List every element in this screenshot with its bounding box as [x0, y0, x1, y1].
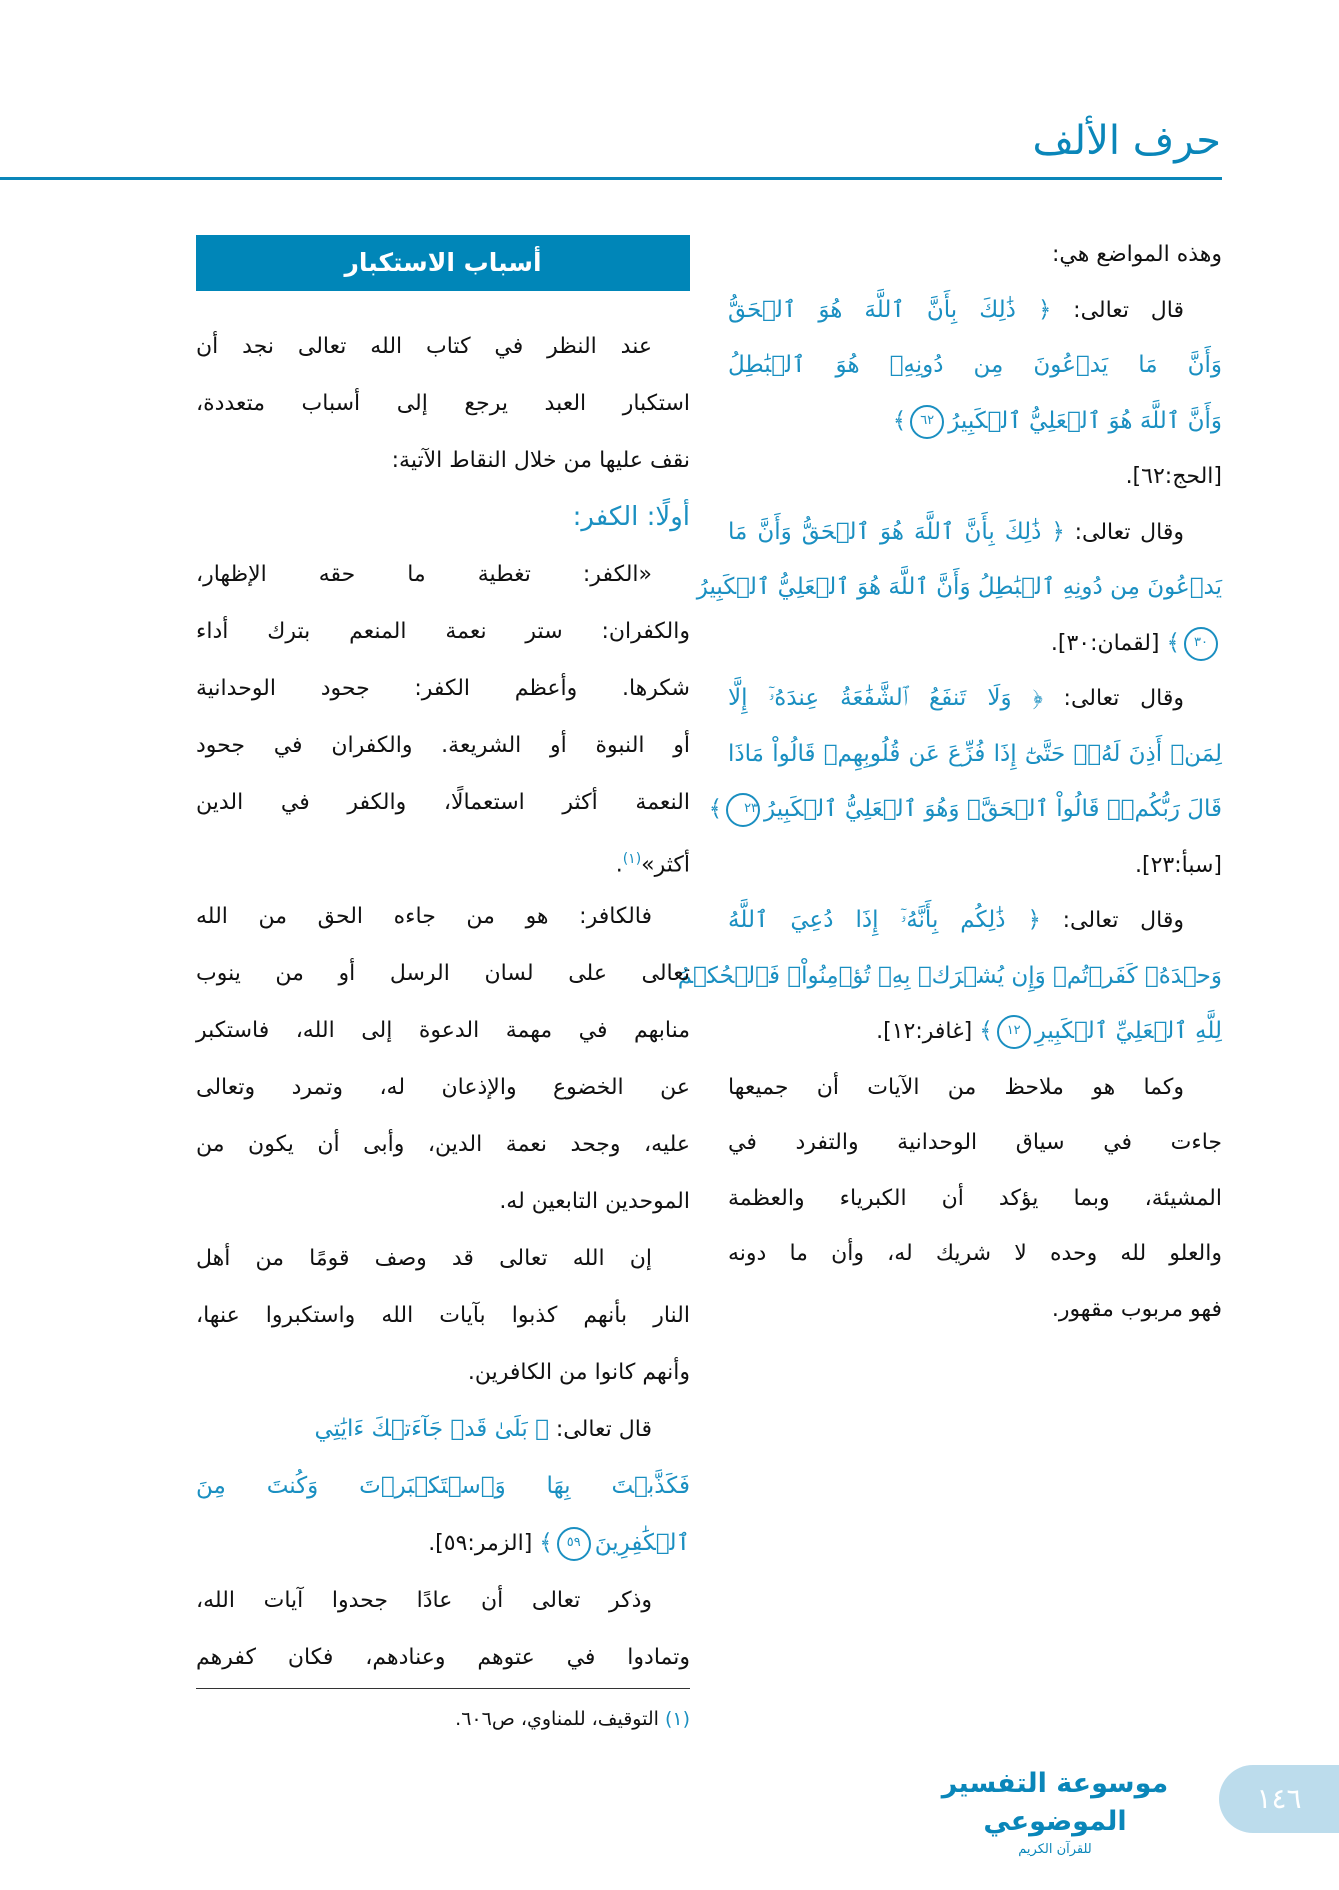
text-line	[196, 603, 690, 660]
text-line	[196, 888, 690, 945]
footnote-divider	[196, 1688, 690, 1689]
line-text: المشيئة، وبما يؤكد أن الكبرياء والعظمة	[728, 1185, 1222, 1211]
quran-verse-line	[728, 1004, 1222, 1060]
text-line	[728, 449, 1222, 505]
subheading-text: أولًا: الكفر:	[572, 502, 690, 532]
line-text: النار بأنهم كذبوا بآيات الله واستكبروا عنها،	[196, 1303, 690, 1328]
text-line	[196, 1629, 690, 1686]
line-text: والعلو لله وحده لا شريك له، وأن ما دونه	[728, 1241, 1222, 1266]
text-line	[196, 660, 690, 717]
text-line	[728, 227, 1222, 283]
text-line	[196, 717, 690, 774]
text-line	[196, 1173, 690, 1230]
logo-subtitle: للقرآن الكريم	[1018, 1842, 1092, 1857]
quran-verse-line	[708, 782, 1222, 838]
line-text: قال تعالى:	[1051, 297, 1184, 323]
quran-text: يَدۡعُونَ مِن دُونِهِ ٱلۡبَٰطِلُ وَأَنَّ ٱللَّهَ هُوَ ٱلۡعَلِيُّ ٱلۡكَبِيرُ	[696, 574, 1222, 600]
line-text: تعالى على لسان الرسل أو من ينوب	[196, 961, 690, 986]
chapter-title: حرف الألف	[1032, 118, 1221, 164]
quran-verse-line	[728, 505, 1222, 561]
line-text: عليه، وجحد نعمة الدين، وأبى أن يكون من	[196, 1132, 690, 1157]
quran-verse-line	[677, 949, 1222, 1005]
verse-reference: [الزمر:٥٩].	[428, 1531, 540, 1556]
line-text: استكبار العبد يرجع إلى أسباب متعددة،	[196, 391, 690, 416]
line-text: وقال تعالى:	[1042, 686, 1184, 711]
line-text: وهذه المواضع هي:	[1051, 242, 1222, 267]
text-line	[196, 318, 690, 375]
header-divider	[0, 177, 1222, 180]
closing-bracket: ﴾	[1166, 629, 1180, 656]
right-column	[677, 227, 1222, 1337]
quran-text: ﴿ ذَٰلِكَ بِأَنَّ ٱللَّهَ هُوَ ٱلۡحَقُّ	[728, 296, 1052, 323]
footnote-ref: (١)	[622, 851, 642, 867]
subheading	[196, 489, 690, 546]
line-text: الموحدين التابعين له.	[499, 1189, 690, 1214]
line-text: أكثر»	[641, 852, 690, 878]
footnote-number: (١)	[664, 1708, 690, 1730]
quran-text: ﴿ بَلَىٰ قَدۡ جَآءَتۡكَ ءَايَٰتِي	[314, 1416, 549, 1442]
footnote	[455, 1708, 690, 1730]
text-line	[196, 1344, 690, 1401]
left-column	[196, 318, 690, 1686]
quran-text: ﴿ ذَٰلِكَ بِأَنَّ ٱللَّهَ هُوَ ٱلۡحَقُّ وَأَنَّ مَا	[728, 518, 1065, 545]
quran-verse-line	[728, 338, 1222, 394]
quran-verse-line	[728, 394, 1222, 450]
line-text: فالكافر: هو من جاءه الحق من الله	[196, 904, 652, 929]
line-text: [سبأ:٢٣].	[1135, 852, 1222, 878]
quran-verse-line	[728, 727, 1222, 783]
text-line	[728, 838, 1222, 894]
text-line	[196, 1572, 690, 1629]
line-text: جاءت في سياق الوحدانية والتفرد في	[728, 1130, 1222, 1155]
text-line	[196, 774, 690, 831]
text-line	[196, 1230, 690, 1287]
line-text: عن الخضوع والإذعان له، وتمرد وتعالى	[196, 1075, 690, 1100]
closing-bracket: ﴾	[539, 1530, 553, 1556]
quran-text: وَأَنَّ مَا يَدۡعُونَ مِن دُونِهِۦ هُوَ ٱلۡبَٰطِلُ	[728, 352, 1222, 378]
line-text: أو النبوة أو الشريعة. والكفران في جحود	[196, 733, 690, 758]
line-text: وأنهم كانوا من الكافرين.	[467, 1360, 690, 1385]
quran-text: ﴿ ذَٰلِكُم بِأَنَّهُۥٓ إِذَا دُعِيَ ٱللَّهُ	[728, 907, 1041, 933]
page-number: ١٤٦	[1219, 1765, 1339, 1833]
quran-text: فَكَذَّبۡتَ بِهَا وَٱسۡتَكۡبَرۡتَ وَكُنتَ مِنَ	[196, 1473, 690, 1499]
line-text: إن الله تعالى قد وصف قومًا من أهل	[196, 1246, 652, 1271]
section-heading: أسباب الاستكبار	[196, 235, 690, 291]
text-line	[196, 831, 690, 888]
closing-bracket: ﴾	[892, 407, 907, 434]
line-text: «الكفر: تغطية ما حقه الإظهار،	[196, 562, 652, 587]
quran-verse-line	[196, 1458, 690, 1515]
quran-verse-line	[728, 283, 1222, 339]
quran-text: لِلَّهِ ٱلۡعَلِيِّ ٱلۡكَبِيرِ	[1034, 1018, 1222, 1044]
text-line	[196, 1116, 690, 1173]
line-text: فهو مربوب مقهور.	[1051, 1296, 1222, 1322]
quran-verse-line	[196, 1515, 690, 1572]
text-line	[196, 432, 690, 489]
text-line	[728, 1115, 1222, 1171]
text-line	[728, 1226, 1222, 1282]
quran-text: وَحۡدَهُۥ كَفَرۡتُمۡ وَإِن يُشۡرَكۡ بِهِۦ تُؤۡمِنُواْۚ فَٱلۡحُكۡمُ	[677, 962, 1222, 989]
line-text: شكرها. وأعظم الكفر: جحود الوحدانية	[196, 676, 690, 701]
text-line	[728, 1171, 1222, 1227]
text-line	[196, 945, 690, 1002]
ayah-number-marker: ٢٣	[726, 793, 760, 827]
quran-text: لِمَنۡ أَذِنَ لَهُۥۚ حَتَّىٰٓ إِذَا فُزِّعَ عَن قُلُوبِهِمۡ قَالُواْ مَاذَا	[728, 740, 1222, 767]
quran-verse-line	[728, 616, 1222, 672]
quran-text: ﴿ وَلَا تَنفَعُ ٱلشَّفَٰعَةُ عِندَهُۥٓ إِلَّا	[728, 685, 1043, 711]
ayah-number-marker: ٥٩	[557, 1527, 591, 1561]
line-text: وتمادوا في عتوهم وعنادهم، فكان كفرهم	[196, 1645, 690, 1670]
ayah-number-marker: ٣٠	[1184, 627, 1218, 661]
quran-verse-line	[696, 560, 1222, 616]
line-text: [الحج:٦٢].	[1125, 464, 1222, 489]
line-text: قال تعالى:	[548, 1417, 652, 1442]
line-text: وقال تعالى:	[1041, 908, 1184, 933]
text-line	[196, 1002, 690, 1059]
ayah-number-marker: ١٢	[997, 1015, 1031, 1049]
line-text: نقف عليها من خلال النقاط الآتية:	[391, 448, 690, 473]
verse-reference: [غافر:١٢].	[876, 1019, 980, 1044]
line-text: وكما هو ملاحظ من الآيات أن جميعها	[728, 1074, 1184, 1100]
text-line	[196, 1287, 690, 1344]
line-text: منابهم في مهمة الدعوة إلى الله، فاستكبر	[196, 1018, 690, 1043]
ayah-number-marker: ٦٢	[910, 405, 944, 439]
line-text: عند النظر في كتاب الله تعالى نجد أن	[196, 334, 652, 359]
encyclopedia-logo	[930, 1765, 1180, 1859]
closing-bracket: ﴾	[979, 1018, 993, 1044]
text-line	[728, 1060, 1222, 1116]
verse-reference: .	[615, 852, 623, 878]
verse-reference: [لقمان:٣٠].	[1050, 630, 1167, 656]
text-line	[196, 546, 690, 603]
text-line	[196, 375, 690, 432]
line-text: وذكر تعالى أن عادًا جحدوا آيات الله،	[196, 1588, 652, 1613]
quran-verse-line	[728, 893, 1222, 949]
text-line	[196, 1059, 690, 1116]
closing-bracket: ﴾	[708, 796, 723, 822]
quran-text: قَالَ رَبُّكُمۡۖ قَالُواْ ٱلۡحَقَّۖ وَهُوَ ٱلۡعَلِيُّ ٱلۡكَبِيرُ	[764, 796, 1222, 822]
quran-text: ٱلۡكَٰفِرِينَ	[594, 1530, 690, 1556]
line-text: والكفران: ستر نعمة المنعم بترك أداء	[196, 619, 690, 644]
logo-title: موسوعة التفسير الموضوعي	[941, 1768, 1169, 1837]
text-line	[728, 1282, 1222, 1338]
quran-verse-line	[728, 671, 1222, 727]
quran-verse-line	[196, 1401, 690, 1458]
quran-text: وَأَنَّ ٱللَّهَ هُوَ ٱلۡعَلِيُّ ٱلۡكَبِيرُ	[948, 407, 1222, 434]
line-text: وقال تعالى:	[1064, 519, 1184, 545]
line-text: النعمة أكثر استعمالًا، والكفر في الدين	[196, 790, 690, 815]
footnote-text: التوقيف، للمناوي، ص٦٠٦.	[455, 1708, 665, 1730]
